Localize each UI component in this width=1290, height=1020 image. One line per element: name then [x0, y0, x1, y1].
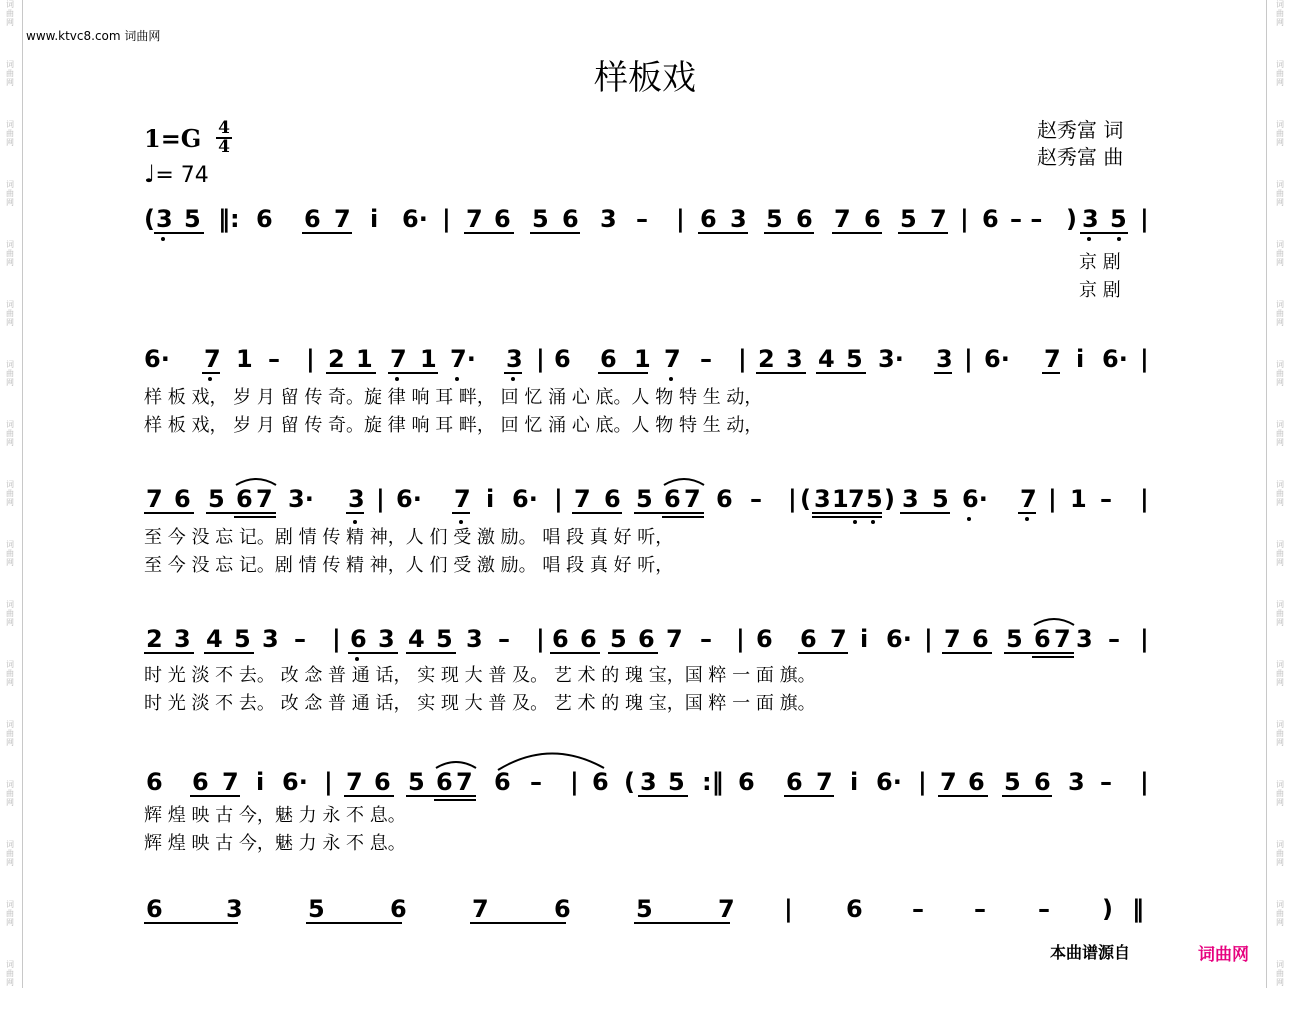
note: 6: [968, 768, 985, 796]
watermark-glyph: 词 曲 网: [1276, 660, 1284, 687]
barline: |: [324, 768, 333, 796]
note: 6: [796, 205, 813, 233]
watermark-glyph: 词 曲 网: [1276, 960, 1284, 987]
watermark-glyph: 词 曲 网: [6, 120, 14, 147]
note: 5: [668, 768, 685, 796]
note: 7: [204, 345, 221, 373]
note: 7: [1044, 345, 1061, 373]
repeat-sign: ‖:: [218, 205, 240, 233]
barline: |: [536, 345, 545, 373]
time-signature-top: 4: [218, 118, 230, 138]
watermark-column-left: [2, 0, 18, 1020]
note: 7: [256, 485, 273, 513]
repeat-sign: :‖: [702, 768, 724, 796]
low-dot: [161, 237, 165, 241]
note: 6: [236, 485, 253, 513]
watermark-glyph: 词 曲 网: [1276, 780, 1284, 807]
notation-glyphs: [146, 485, 1149, 513]
note: 3: [600, 205, 617, 233]
watermark-glyph: 词 曲 网: [6, 0, 14, 27]
note: 3: [466, 625, 483, 653]
watermark-glyph: 词 曲 网: [6, 840, 14, 867]
note: 6·: [876, 768, 902, 796]
time-signature: [216, 120, 232, 156]
barline: |: [1140, 205, 1149, 233]
note: 6: [580, 625, 597, 653]
lyric-row-2-line-2: 样 板 戏， 岁 月 留 传 奇。旋 律 响 耳 畔， 回 忆 涌 心 底。人 物 特 生 动，: [144, 415, 763, 436]
note: 2: [758, 345, 775, 373]
dash: –: [1100, 485, 1112, 513]
note: 6: [846, 895, 863, 923]
underlines-and-slurs: [144, 619, 1074, 657]
dash: – –: [1010, 205, 1043, 233]
tempo-value: = 74: [155, 163, 209, 188]
note: 6: [1034, 768, 1051, 796]
note: 7: [466, 205, 483, 233]
note: 3: [1082, 205, 1099, 233]
watermark-glyph: 词 曲 网: [1276, 600, 1284, 627]
barline: |: [784, 895, 793, 923]
barline: |: [306, 345, 315, 373]
note: 6: [494, 768, 511, 796]
low-dot: [208, 377, 212, 381]
score-row-2: [144, 337, 1150, 387]
dash: –: [700, 345, 712, 373]
note: 7: [718, 895, 735, 923]
barline: |: [554, 485, 563, 513]
note: 5: [308, 895, 325, 923]
watermark-glyph: 词 曲 网: [1276, 300, 1284, 327]
dash: –: [498, 625, 510, 653]
dash: –: [1038, 895, 1050, 923]
low-dot: [669, 377, 673, 381]
note: 7: [222, 768, 239, 796]
note: 3: [1068, 768, 1085, 796]
watermark-glyph: 词 曲 网: [6, 900, 14, 927]
notation-glyphs: [146, 625, 1149, 653]
barline: |: [738, 345, 747, 373]
notation-glyphs: [144, 345, 1149, 373]
note: 6·: [984, 345, 1010, 373]
note: 3: [936, 345, 953, 373]
note: 3: [156, 205, 173, 233]
note: 1: [1070, 485, 1087, 513]
dash: –: [1108, 625, 1120, 653]
low-dot: [1025, 517, 1029, 521]
lyric-row-4-line-1: 时 光 淡 不 去。 改 念 普 通 话， 实 现 大 普 及。 艺 术 的 瑰 宝，国 粹 一 面 旗。: [144, 665, 816, 686]
dash: –: [294, 625, 306, 653]
watermark-glyph: 词 曲 网: [6, 180, 14, 207]
score-row-2-notation: [144, 337, 1150, 387]
note: 5: [846, 345, 863, 373]
dash: –: [1100, 768, 1112, 796]
note: 3: [786, 345, 803, 373]
note: 4: [408, 625, 425, 653]
note: 6: [554, 895, 571, 923]
note: 6·: [282, 768, 308, 796]
intro-lyric-1: 京 剧: [1079, 252, 1121, 273]
right-border: [1266, 0, 1267, 988]
note: 6: [700, 205, 717, 233]
note: 6: [146, 768, 163, 796]
note: 3: [640, 768, 657, 796]
note: 7: [390, 345, 407, 373]
low-dot: [967, 517, 971, 521]
note: 6·: [144, 345, 170, 373]
note: 7: [944, 625, 961, 653]
watermark-glyph: 词 曲 网: [1276, 720, 1284, 747]
note: 7: [454, 485, 471, 513]
dash: –: [750, 485, 762, 513]
dash: –: [974, 895, 986, 923]
score-row-3: [144, 477, 1150, 527]
note: 7: [816, 768, 833, 796]
note: 7: [830, 625, 847, 653]
dash: –: [268, 345, 280, 373]
watermark-glyph: 词 曲 网: [1276, 180, 1284, 207]
note: 7: [848, 485, 865, 513]
note: i: [860, 625, 869, 653]
barline: |: [536, 625, 545, 653]
note: 6: [374, 768, 391, 796]
note: 6: [1034, 625, 1051, 653]
note: 6·: [1102, 345, 1128, 373]
score-row-3-notation: [144, 477, 1150, 527]
watermark-glyph: 词 曲 网: [6, 540, 14, 567]
note: 6: [800, 625, 817, 653]
note: i: [1076, 345, 1085, 373]
watermark-glyph: 词 曲 网: [1276, 120, 1284, 147]
source-link[interactable]: 词曲网: [1198, 945, 1249, 965]
lyric-row-3-line-2: 至 今 没 忘 记。剧 情 传 精 神，人 们 受 激 励。 唱 段 真 好 听，: [144, 555, 674, 576]
barline: |: [570, 768, 579, 796]
note: 7: [684, 485, 701, 513]
note: 3: [262, 625, 279, 653]
note: 6: [756, 625, 773, 653]
note: 3·: [288, 485, 314, 513]
score-row-4-notation: [144, 617, 1150, 667]
low-dot: [455, 377, 459, 381]
watermark-glyph: 词 曲 网: [6, 960, 14, 987]
note: 3: [506, 345, 523, 373]
quarter-note-icon: ♩: [144, 160, 156, 188]
note: 6: [174, 485, 191, 513]
watermark-glyph: 词 曲 网: [6, 660, 14, 687]
note: 7: [574, 485, 591, 513]
paren: ): [1066, 205, 1077, 233]
note: 5: [1004, 768, 1021, 796]
note: 3: [378, 625, 395, 653]
note: 3: [730, 205, 747, 233]
note: 5: [766, 205, 783, 233]
note: 3·: [878, 345, 904, 373]
watermark-glyph: 词 曲 网: [1276, 360, 1284, 387]
note: 6: [604, 485, 621, 513]
barline: |: [918, 768, 927, 796]
note: 6: [592, 768, 609, 796]
dash: –: [530, 768, 542, 796]
watermark-glyph: 词 曲 网: [1276, 60, 1284, 87]
time-signature-bottom: 4: [218, 137, 230, 157]
lyric-row-5-line-1: 辉 煌 映 古 今，魅 力 永 不 息。: [144, 805, 406, 826]
note: 3: [226, 895, 243, 923]
note: 3: [814, 485, 831, 513]
score-row-6: [144, 893, 1150, 943]
note: 7: [146, 485, 163, 513]
octave-dots: [161, 237, 1121, 241]
watermark-glyph: 词 曲 网: [1276, 900, 1284, 927]
barline: |: [1140, 485, 1149, 513]
note: 6·: [512, 485, 538, 513]
note: 5: [1006, 625, 1023, 653]
note: 2: [328, 345, 345, 373]
dash: –: [912, 895, 924, 923]
watermark-glyph: 词 曲 网: [6, 780, 14, 807]
barline: |: [1140, 345, 1149, 373]
note: 6: [982, 205, 999, 233]
note: 3: [174, 625, 191, 653]
score-row-4: [144, 617, 1150, 667]
barline: |: [960, 205, 969, 233]
octave-dots: [208, 377, 673, 381]
site-watermark: www.ktvc8.com 词曲网: [26, 29, 161, 43]
note: 6: [146, 895, 163, 923]
note: 7·: [450, 345, 476, 373]
barline: |: [1048, 485, 1057, 513]
note: 1: [236, 345, 253, 373]
note: 6: [864, 205, 881, 233]
note: 6: [304, 205, 321, 233]
low-dot: [1117, 237, 1121, 241]
barline: |: [332, 625, 341, 653]
final-barline: ‖: [1132, 895, 1144, 923]
note: 5: [636, 895, 653, 923]
note: 7: [1054, 625, 1071, 653]
notation-glyphs: [146, 768, 1149, 796]
note: 7: [940, 768, 957, 796]
note: 7: [666, 625, 683, 653]
dash: –: [636, 205, 648, 233]
lyric-row-5-line-2: 辉 煌 映 古 今，魅 力 永 不 息。: [144, 833, 406, 854]
note: 6: [256, 205, 273, 233]
left-border: [22, 0, 23, 988]
watermark-glyph: 词 曲 网: [1276, 420, 1284, 447]
note: 7: [472, 895, 489, 923]
dash: –: [700, 625, 712, 653]
barline: |: [924, 625, 933, 653]
note: 7: [664, 345, 681, 373]
key-signature: 1=G: [144, 124, 202, 153]
note: 6: [494, 205, 511, 233]
lyric-row-4-line-2: 时 光 淡 不 去。 改 念 普 通 话， 实 现 大 普 及。 艺 术 的 瑰 宝，国 粹 一 面 旗。: [144, 693, 816, 714]
note: 6: [600, 345, 617, 373]
note: 7: [346, 768, 363, 796]
watermark-glyph: 词 曲 网: [1276, 240, 1284, 267]
note: 3: [902, 485, 919, 513]
tempo-marking: [144, 160, 209, 188]
score-row-1: [144, 197, 1150, 247]
intro-lyric-2: 京 剧: [1079, 280, 1121, 301]
note: 7: [334, 205, 351, 233]
note: 6·: [886, 625, 912, 653]
score-row-1-notation: [144, 197, 1150, 247]
watermark-glyph: 词 曲 网: [1276, 540, 1284, 567]
watermark-glyph: 词 曲 网: [6, 600, 14, 627]
note: 6: [786, 768, 803, 796]
paren: (: [624, 768, 635, 796]
note: 1: [420, 345, 437, 373]
note: 6: [436, 768, 453, 796]
tie: [498, 753, 604, 770]
note: 7: [834, 205, 851, 233]
note: 1: [832, 485, 849, 513]
note: i: [256, 768, 265, 796]
note: 6: [552, 625, 569, 653]
note: 5: [208, 485, 225, 513]
note: 5: [636, 485, 653, 513]
watermark-glyph: 词 曲 网: [6, 420, 14, 447]
note: 6: [554, 345, 571, 373]
note: 6·: [396, 485, 422, 513]
barline: |: [1140, 768, 1149, 796]
note: 5: [234, 625, 251, 653]
paren: (: [800, 485, 811, 513]
note: 6: [390, 895, 407, 923]
watermark-column-right: [1272, 0, 1288, 1020]
barline: |: [376, 485, 385, 513]
note: 5: [408, 768, 425, 796]
watermark-glyph: 词 曲 网: [1276, 840, 1284, 867]
note: 7: [456, 768, 473, 796]
low-dot: [511, 377, 515, 381]
barline: |: [676, 205, 685, 233]
note: 6: [716, 485, 733, 513]
note: 5: [184, 205, 201, 233]
note: 4: [818, 345, 835, 373]
note: 6: [192, 768, 209, 796]
note: 5: [1110, 205, 1127, 233]
lyric-row-2-line-1: 样 板 戏， 岁 月 留 传 奇。旋 律 响 耳 畔， 回 忆 涌 心 底。人 物 特 生 动，: [144, 387, 763, 408]
note: 5: [610, 625, 627, 653]
note: 6: [562, 205, 579, 233]
watermark-glyph: 词 曲 网: [6, 60, 14, 87]
score-row-6-notation: [144, 893, 1150, 943]
note: 5: [532, 205, 549, 233]
paren: (: [144, 205, 155, 233]
note: 3: [1076, 625, 1093, 653]
note: 6: [350, 625, 367, 653]
note: i: [486, 485, 495, 513]
note: 1: [634, 345, 651, 373]
watermark-glyph: 词 曲 网: [1276, 0, 1284, 27]
watermark-glyph: 词 曲 网: [6, 720, 14, 747]
note: 7: [1020, 485, 1037, 513]
note: 4: [206, 625, 223, 653]
paren: ): [1102, 895, 1113, 923]
note: 1: [356, 345, 373, 373]
song-title: 样板戏: [594, 58, 696, 98]
low-dot: [395, 377, 399, 381]
note: 7: [930, 205, 947, 233]
watermark-glyph: 词 曲 网: [6, 480, 14, 507]
watermark-glyph: 词 曲 网: [6, 360, 14, 387]
watermark-glyph: 词 曲 网: [6, 240, 14, 267]
source-label: 本曲谱源自: [1050, 943, 1131, 962]
barline: |: [442, 205, 451, 233]
note: 5: [866, 485, 883, 513]
notation-glyphs: [144, 205, 1149, 233]
note: 6: [664, 485, 681, 513]
low-dot: [1087, 237, 1091, 241]
barline: |: [788, 485, 797, 513]
watermark-glyph: 词 曲 网: [6, 300, 14, 327]
note: 5: [900, 205, 917, 233]
lyricist-credit: 赵秀富 词: [1037, 118, 1124, 142]
note: i: [850, 768, 859, 796]
note: 6: [638, 625, 655, 653]
note: 6: [972, 625, 989, 653]
note: 6·: [402, 205, 428, 233]
lyric-row-3-line-1: 至 今 没 忘 记。剧 情 传 精 神，人 们 受 激 励。 唱 段 真 好 听，: [144, 527, 674, 548]
note: 2: [146, 625, 163, 653]
note: 3: [348, 485, 365, 513]
watermark-glyph: 词 曲 网: [1276, 480, 1284, 507]
note: 5: [436, 625, 453, 653]
notation-glyphs: [146, 895, 1144, 923]
note: 6: [738, 768, 755, 796]
barline: |: [1140, 625, 1149, 653]
note: 6·: [962, 485, 988, 513]
note: 5: [932, 485, 949, 513]
composer-credit: 赵秀富 曲: [1037, 145, 1124, 169]
barline: |: [736, 625, 745, 653]
paren: ): [884, 485, 895, 513]
barline: |: [964, 345, 973, 373]
note: i: [370, 205, 379, 233]
